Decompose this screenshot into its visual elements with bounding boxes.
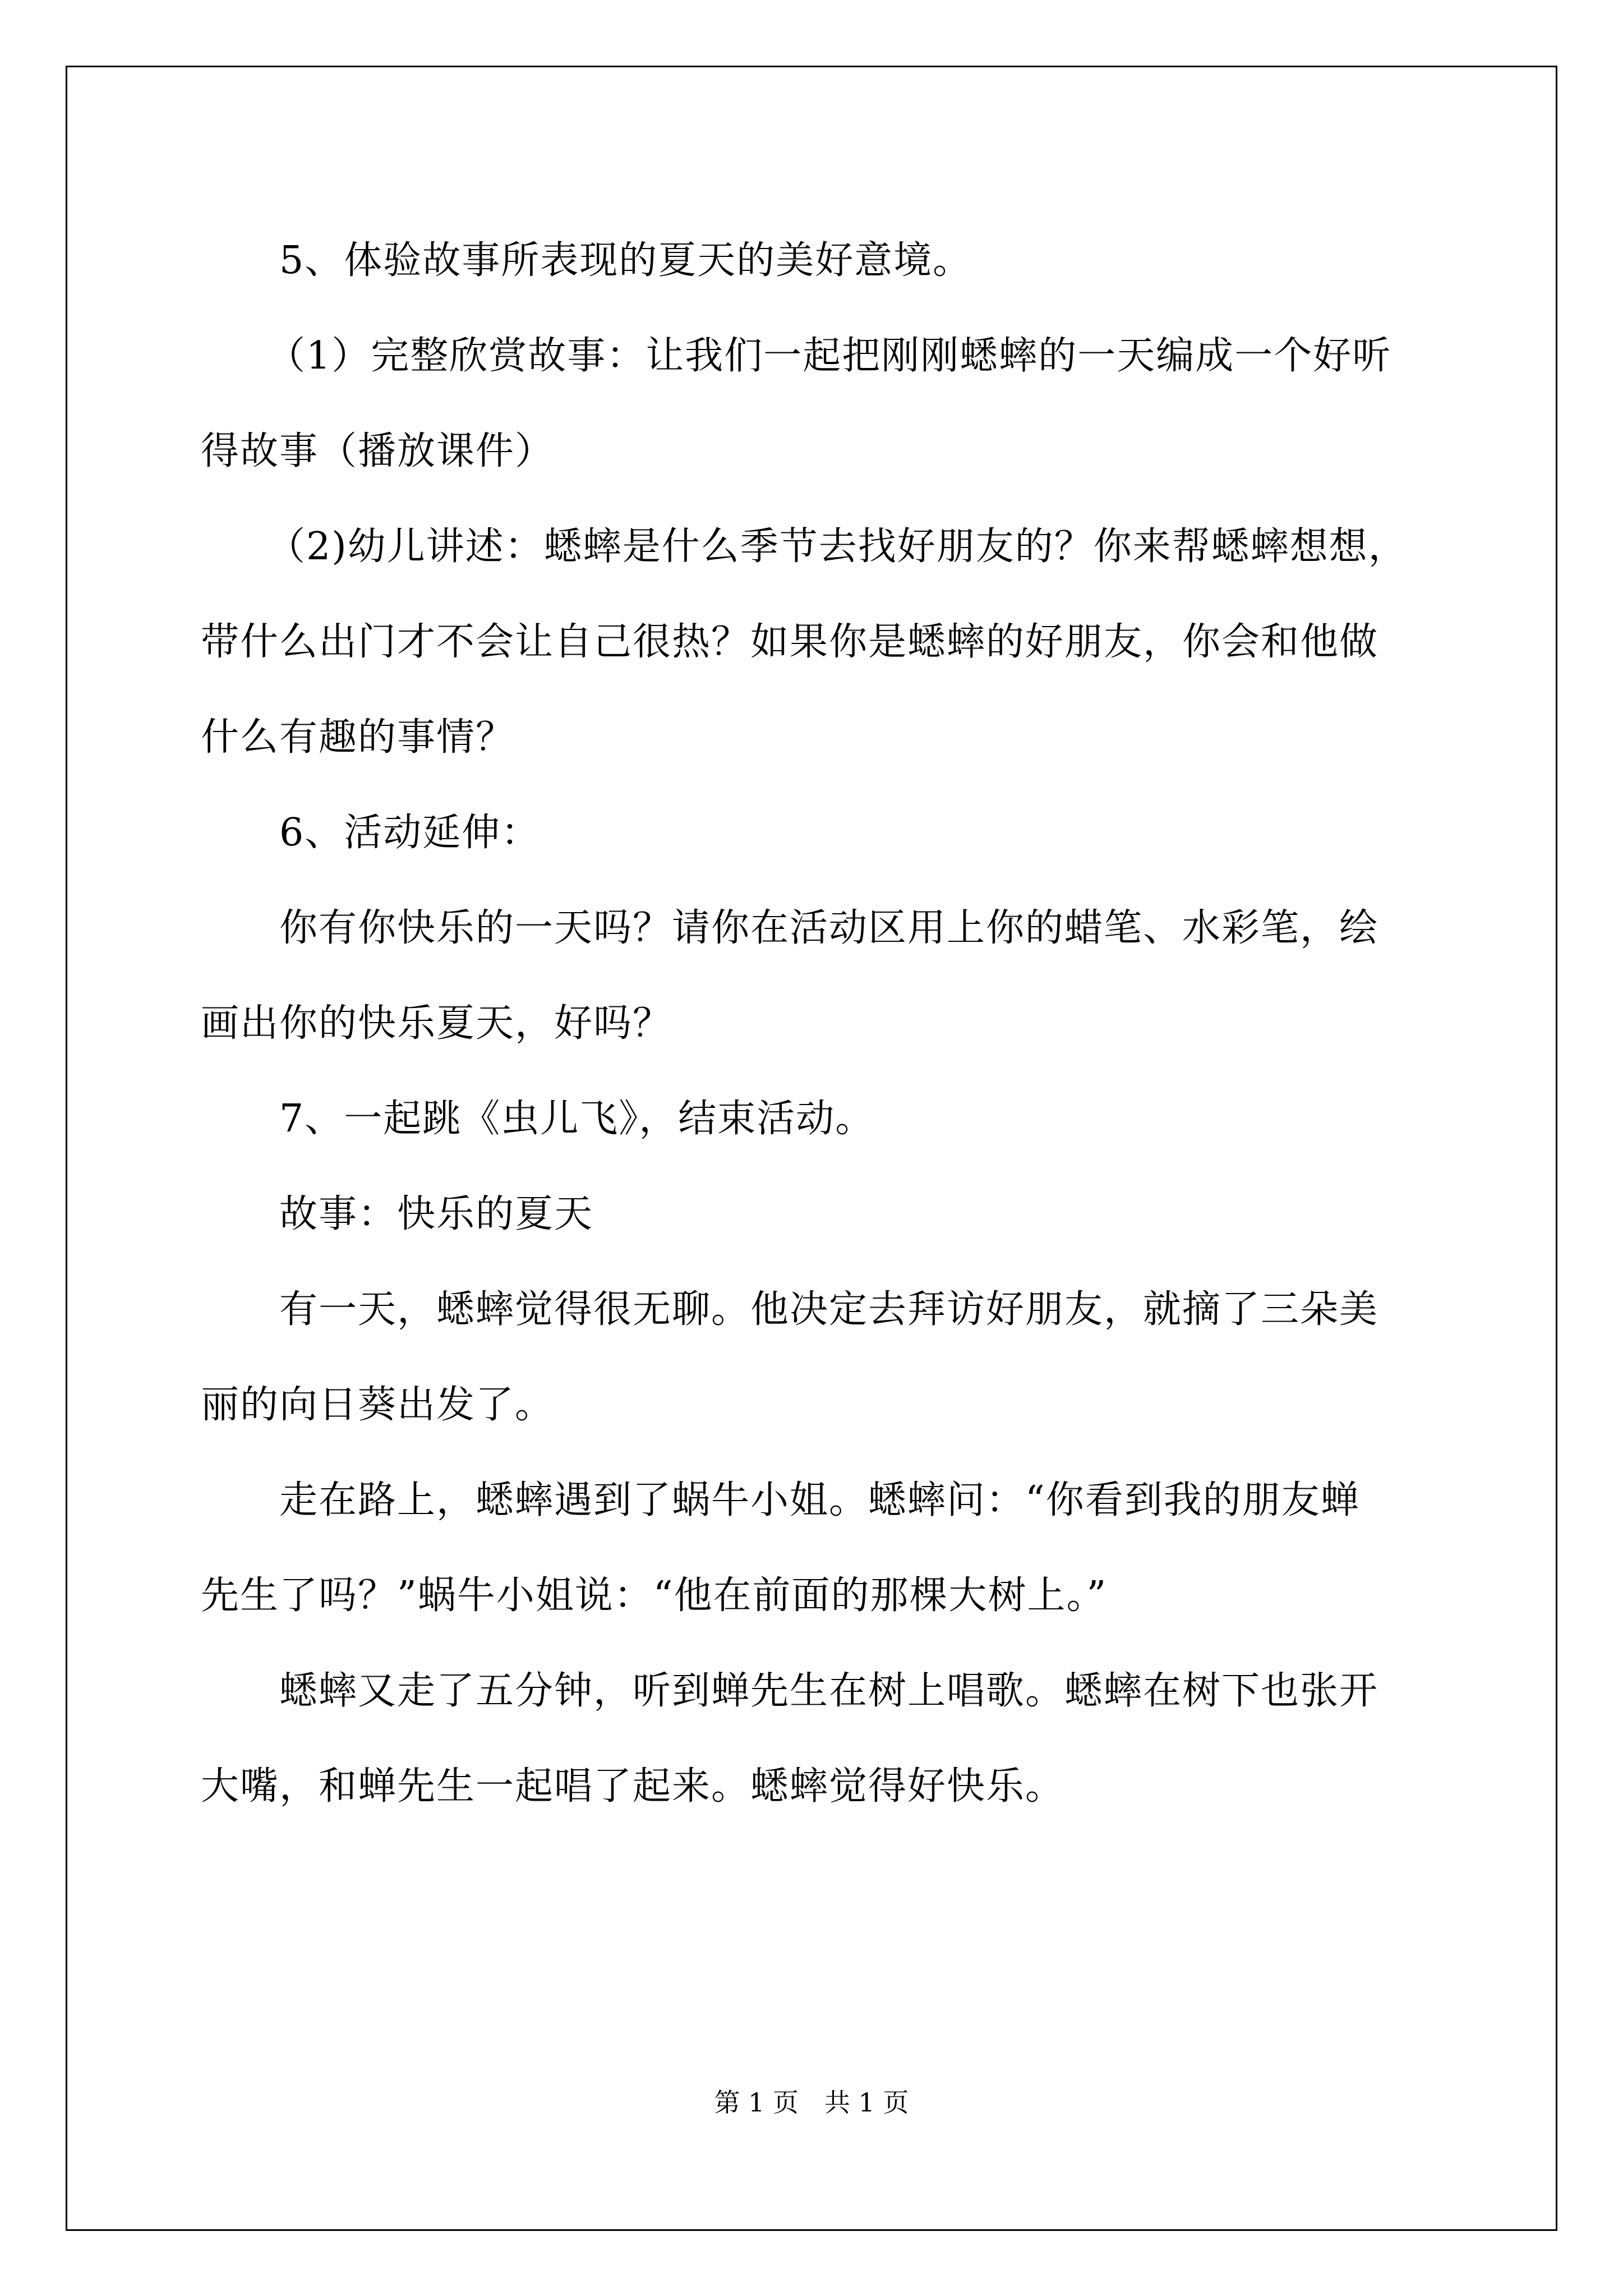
paragraph-line: 有一天，蟋蟀觉得很无聊。他决定去拜访好朋友，就摘了三朵美	[279, 1287, 1379, 1332]
paragraph-line: 丽的向日葵出发了。	[201, 1383, 555, 1427]
paragraph-line: 7、一起跳《虫儿飞》，结束活动。	[279, 1097, 875, 1141]
paragraph-line: 故事：快乐的夏天	[279, 1192, 594, 1236]
page-footer: 第 1 页 共 1 页	[714, 2087, 909, 2118]
paragraph-line: 带什么出门才不会让自己很热？如果你是蟋蟀的好朋友，你会和他做	[201, 620, 1379, 664]
paragraph-line: 先生了吗？”蜗牛小姐说：“他在前面的那棵大树上。”	[201, 1573, 1108, 1618]
paragraph-line: 画出你的快乐夏天，好吗？	[201, 1001, 672, 1046]
paragraph-line: （2)幼儿讲述：蟋蟀是什么季节去找好朋友的？你来帮蟋蟀想想，	[267, 524, 1408, 569]
paragraph-line: （1）完整欣赏故事：让我们一起把刚刚蟋蟀的一天编成一个好听	[267, 334, 1392, 378]
paragraph-line: 什么有趣的事情？	[201, 715, 515, 760]
paragraph-line: 6、活动延伸：	[279, 811, 541, 855]
paragraph-line: 你有你快乐的一天吗？请你在活动区用上你的蜡笔、水彩笔，绘	[279, 906, 1379, 950]
paragraph-line: 5、体验故事所表现的夏天的美好意境。	[279, 238, 972, 283]
paragraph-line: 大嘴，和蝉先生一起唱了起来。蟋蟀觉得好快乐。	[201, 1764, 1065, 1809]
document-body	[201, 213, 1435, 1834]
paragraph-line: 得故事（播放课件）	[201, 429, 555, 473]
paragraph-line: 蟋蟀又走了五分钟，听到蝉先生在树上唱歌。蟋蟀在树下也张开	[279, 1669, 1379, 1713]
paragraph-line: 走在路上，蟋蟀遇到了蜗牛小姐。蟋蟀问：“你看到我的朋友蝉	[279, 1478, 1360, 1522]
